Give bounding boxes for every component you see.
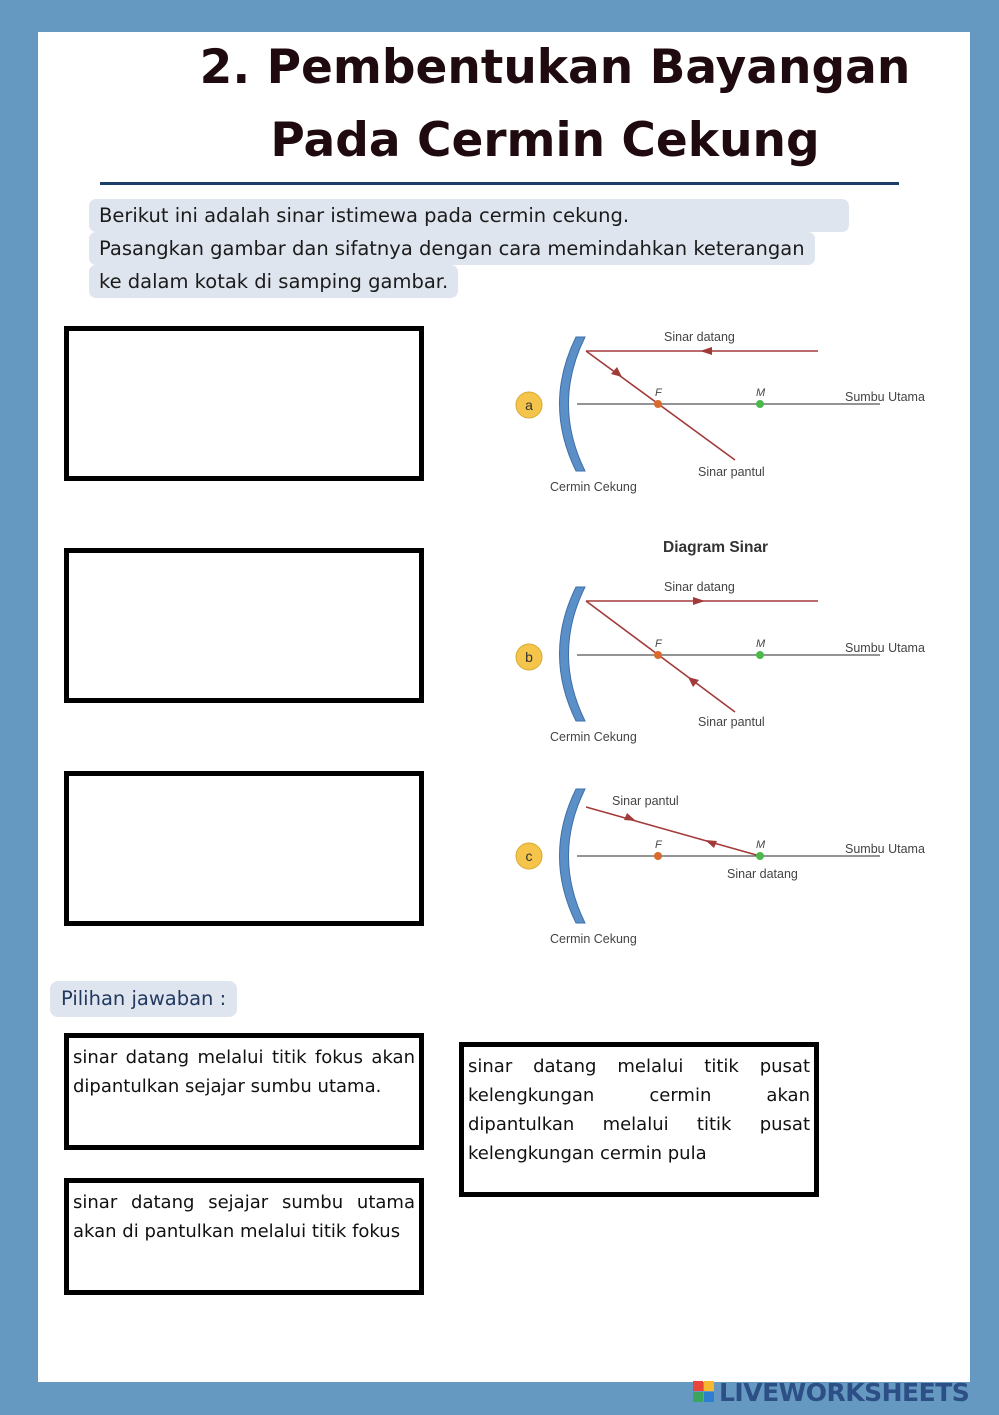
focus-point <box>654 400 662 408</box>
focus-label: F <box>655 839 662 851</box>
focus-point <box>654 651 662 659</box>
page-title-line-1: 2. Pembentukan Bayangan <box>199 40 911 95</box>
ray-arrow-icon <box>693 597 705 605</box>
ray-arrow-icon <box>688 677 699 687</box>
center-point <box>756 852 764 860</box>
mirror-label: Cermin Cekung <box>550 730 637 744</box>
instruction-line-1: Berikut ini adalah sinar istimewa pada cermin cekung. <box>89 199 849 232</box>
focus-label: F <box>655 387 662 399</box>
badge-c-label: c <box>525 848 533 864</box>
center-label: M <box>756 638 766 650</box>
concave-mirror-icon <box>560 587 586 721</box>
footer-brand: LIVEWORKSHEETS <box>719 1378 970 1407</box>
focus-point <box>654 852 662 860</box>
axis-label: Sumbu Utama <box>845 390 925 404</box>
diagram-c <box>516 789 925 946</box>
liveworksheets-logo-icon <box>691 1379 717 1409</box>
answer-choice-parallel[interactable]: sinar datang sejajar sumbu utama akan di pantulkan melalui titik fokus <box>64 1178 424 1295</box>
ray-arrow-icon <box>705 840 717 848</box>
ray-arrow-icon <box>700 347 712 355</box>
page-title-line-2: Pada Cermin Cekung <box>270 113 820 168</box>
footer-logo <box>691 1377 991 1407</box>
answer-choice-center[interactable]: sinar datang melalui titik pusat kelengkungan cermin akan dipantulkan melalui titik pusat kelengkungan cermin pula <box>459 1042 819 1197</box>
answer-choices-heading: Pilihan jawaban : <box>50 981 237 1017</box>
diagram-b <box>516 580 925 744</box>
incident-label: Sinar datang <box>664 580 735 594</box>
diagram-a <box>516 330 925 494</box>
mirror-label: Cermin Cekung <box>550 480 637 494</box>
mirror-label: Cermin Cekung <box>550 932 637 946</box>
center-label: M <box>756 387 766 399</box>
reflected-label: Sinar pantul <box>612 794 679 808</box>
instruction-line-2: Pasangkan gambar dan sifatnya dengan cara memindahkan keterangan <box>89 232 815 265</box>
incident-label: Sinar datang <box>727 867 798 881</box>
badge-b-label: b <box>525 649 533 665</box>
instruction-line-3: ke dalam kotak di samping gambar. <box>89 265 458 298</box>
incident-label: Sinar datang <box>664 330 735 344</box>
reflected-label: Sinar pantul <box>698 465 765 479</box>
badge-a-label: a <box>525 397 533 413</box>
focus-label: F <box>655 638 662 650</box>
answer-choice-focus[interactable]: sinar datang melalui titik fokus akan dipantulkan sejajar sumbu utama. <box>64 1033 424 1150</box>
diagram-heading: Diagram Sinar <box>663 539 769 556</box>
ray-arrow-icon <box>624 813 636 821</box>
axis-label: Sumbu Utama <box>845 641 925 655</box>
center-point <box>756 651 764 659</box>
center-label: M <box>756 839 766 851</box>
axis-label: Sumbu Utama <box>845 842 925 856</box>
ray-line <box>586 807 760 856</box>
center-point <box>756 400 764 408</box>
ray-arrow-icon <box>611 367 622 377</box>
reflected-label: Sinar pantul <box>698 715 765 729</box>
